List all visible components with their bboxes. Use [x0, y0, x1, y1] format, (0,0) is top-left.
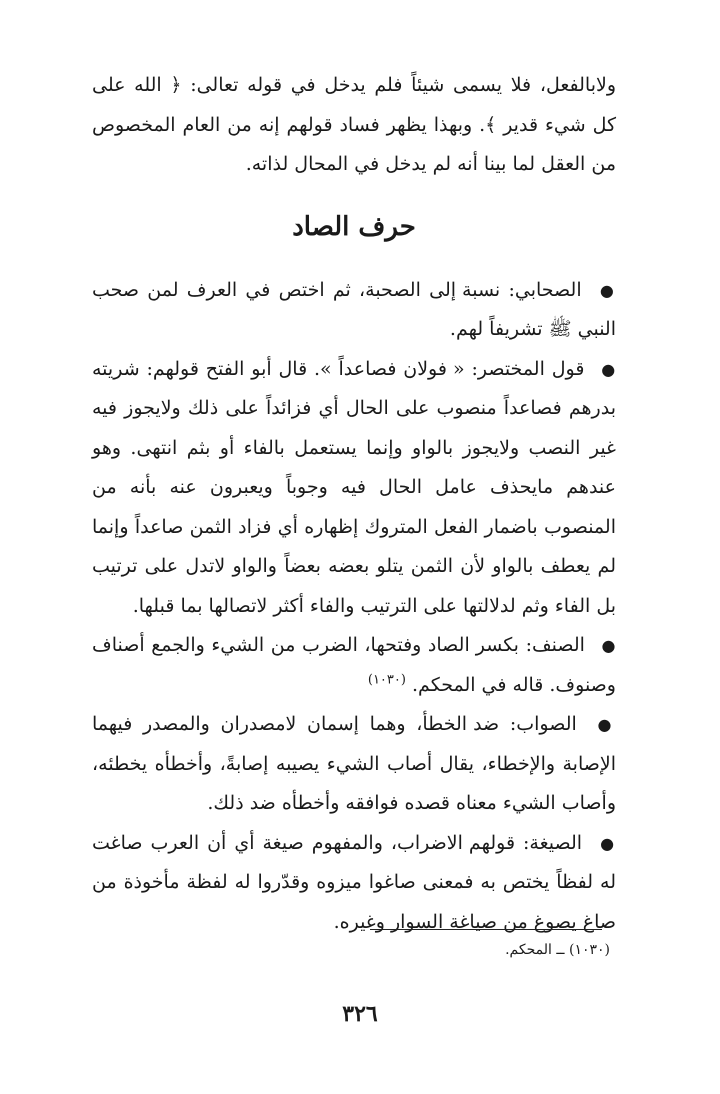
- bullet-icon: ●: [601, 359, 617, 379]
- entry-sinf: [92, 626, 616, 705]
- entry-text: قولهم الاضراب، والمفهوم صيغة أي أن العرب صاغت له لفظاً يختص به فمعنى صاغوا ميزوه وقدّروا له لفظة مأخوذة من صاغ يصوغ من صياغة السوار وغيره.: [92, 831, 616, 933]
- entry-sigha: [92, 824, 616, 943]
- entry-text: بكسر الصاد وفتحها، الضرب من الشيء والجمع أصناف وصنوف. قاله في المحكم.: [92, 634, 616, 696]
- footnote-reference: (١٠٣٠): [367, 672, 406, 688]
- entry-term: الصيغة:: [523, 831, 583, 854]
- page-content: [92, 66, 616, 942]
- entry-term: الصنف:: [525, 634, 585, 656]
- entry-text: « فولان فصاعداً ». قال أبو الفتح قولهم: شريته بدرهم فصاعداً منصوب على الحال أي فزائداً على ذلك ولايجوز فيه غير النصب ولايجوز بالواو وإنما يستعمل بالفاء أو بثم انتهى. وهو عندهم مايحذف عامل الحال فيه وجوباً ويعبرون عنه بأنه من المنصوب باضمار الفعل المتروك إظهاره أي فزاد الثمن صاعداً وإنما لم يعطف بالواو لأن الثمن يتلو بعضه بعضاً والواو لاتدل على ترتيب بل الفاء وثم لدلالتها على الترتيب والفاء أكثر لاتصالها بما قبلها.: [92, 357, 616, 617]
- entry-term: الصحابي:: [508, 278, 582, 301]
- intro-paragraph: ولابالفعل، فلا يسمى شيئاً فلم يدخل في قوله تعالى: ﴿ الله على كل شيء قدير ﴾. وبهذا يظهر فساد قولهم إنه من العام المخصوص من العقل لما بينا أنه لم يدخل في المحال لذاته.: [92, 74, 616, 175]
- section-title: حرف الصاد: [292, 211, 416, 242]
- entry-text: نسبة إلى الصحبة، ثم اختص في العرف لمن صحب النبي ﷺ تشريفاً لهم.: [92, 278, 616, 340]
- page-number: ٣٢٦: [342, 1001, 378, 1027]
- entry-text: ضد الخطأ، وهما إسمان لامصدران والمصدر فيهما الإصابة والإخطاء، يقال أصاب الشيء يصيبه إصابةً، وأخطأه يخطئه، وأصاب الشيء معناه قصده فوافقه وأخطأه ضد ذلك.: [92, 713, 616, 814]
- bullet-icon: ●: [597, 715, 617, 734]
- footnote-divider: [370, 929, 602, 930]
- entry-sahabi: [92, 271, 616, 350]
- entry-qawl-almukhtasar: [92, 350, 616, 627]
- entry-term: الصواب:: [509, 713, 577, 735]
- bullet-icon: ●: [600, 833, 616, 853]
- footnote: (١٠٣٠) ــ المحكم.: [505, 942, 610, 958]
- entry-sawab: [92, 705, 616, 824]
- bullet-icon: ●: [599, 280, 617, 300]
- entry-term: قول المختصر:: [471, 357, 585, 380]
- bullet-icon: ●: [601, 636, 616, 655]
